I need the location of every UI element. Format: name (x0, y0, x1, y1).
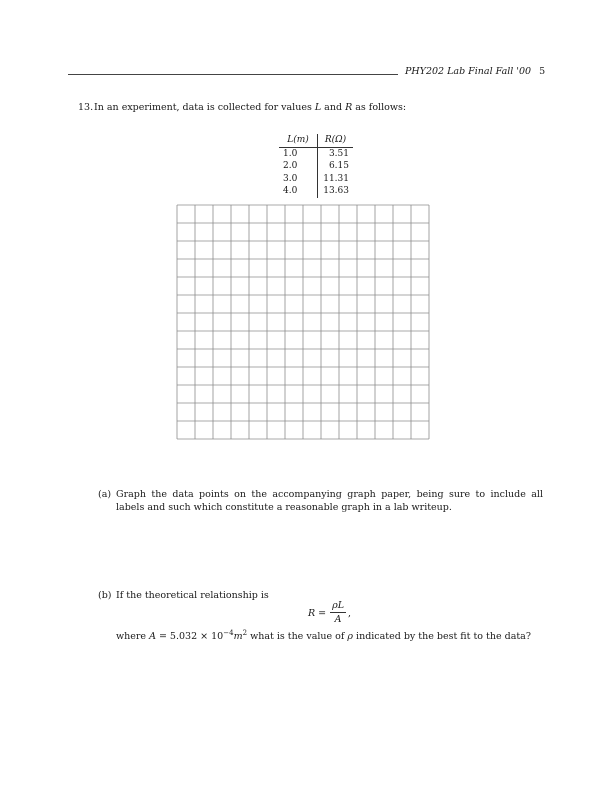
equation (308, 600, 351, 626)
table-cell: 11.31 (323, 173, 349, 184)
equation-fraction (330, 600, 346, 626)
where-text-2: = 5.032 × 10 (155, 631, 224, 643)
column-header-resistance: R(Ω) (318, 134, 354, 147)
question-text-2: and (321, 102, 346, 113)
unit-m: m (233, 631, 243, 643)
part-a (98, 488, 543, 514)
column-header-length: L(m) (279, 134, 318, 147)
exponent: −4 (223, 629, 234, 637)
unit-exponent: 2 (242, 629, 248, 637)
part-a-text: Graph the data points on the accompanying graph paper, being sure to include all labels and such which constitute a reasonable graph in a lab writeup. (116, 489, 543, 513)
page-header (405, 66, 545, 77)
where-text-3: what is the value of (247, 631, 348, 643)
graph-paper (176, 204, 430, 440)
question-text-3: as follows: (352, 102, 407, 113)
question-number: 13. (78, 102, 94, 113)
table-cell: 6.15 (328, 161, 349, 171)
table-row (279, 185, 353, 198)
where-text-4: indicated by the best fit to the data? (353, 631, 531, 643)
part-b-question (116, 629, 531, 642)
part-b-text: If the theoretical relationship is (116, 590, 269, 601)
variable-r: R (345, 102, 353, 113)
header-rule (68, 74, 398, 75)
variable-a: A (149, 631, 156, 643)
table-cell: 2.0 (279, 160, 318, 173)
table-header-row (279, 134, 353, 147)
where-text-1: where (116, 631, 150, 643)
variable-l: L (314, 102, 322, 113)
question-prompt (78, 102, 406, 113)
course-title: PHY202 Lab Final Fall '00 (405, 66, 532, 77)
table-cell: 3.51 (328, 148, 349, 159)
table-cell: 1.0 (279, 147, 318, 160)
page-number: 5 (539, 66, 546, 77)
table-cell: 13.63 (323, 186, 349, 196)
table-cell: 4.0 (279, 185, 318, 198)
table-row (279, 147, 353, 160)
table-row (279, 173, 353, 186)
fraction-denominator: A (334, 614, 342, 625)
part-a-label: (a) (98, 489, 112, 500)
equation-lhs: R = (308, 607, 327, 619)
table-cell: 3.0 (279, 173, 318, 186)
data-table (279, 134, 353, 198)
equation-comma: , (348, 607, 352, 619)
table-row (279, 160, 353, 173)
fraction-numerator: ρL (332, 600, 345, 611)
variable-rho: ρ (347, 631, 354, 643)
question-text-1: In an experiment, data is collected for values (94, 102, 315, 113)
part-b-label: (b) (98, 590, 112, 601)
